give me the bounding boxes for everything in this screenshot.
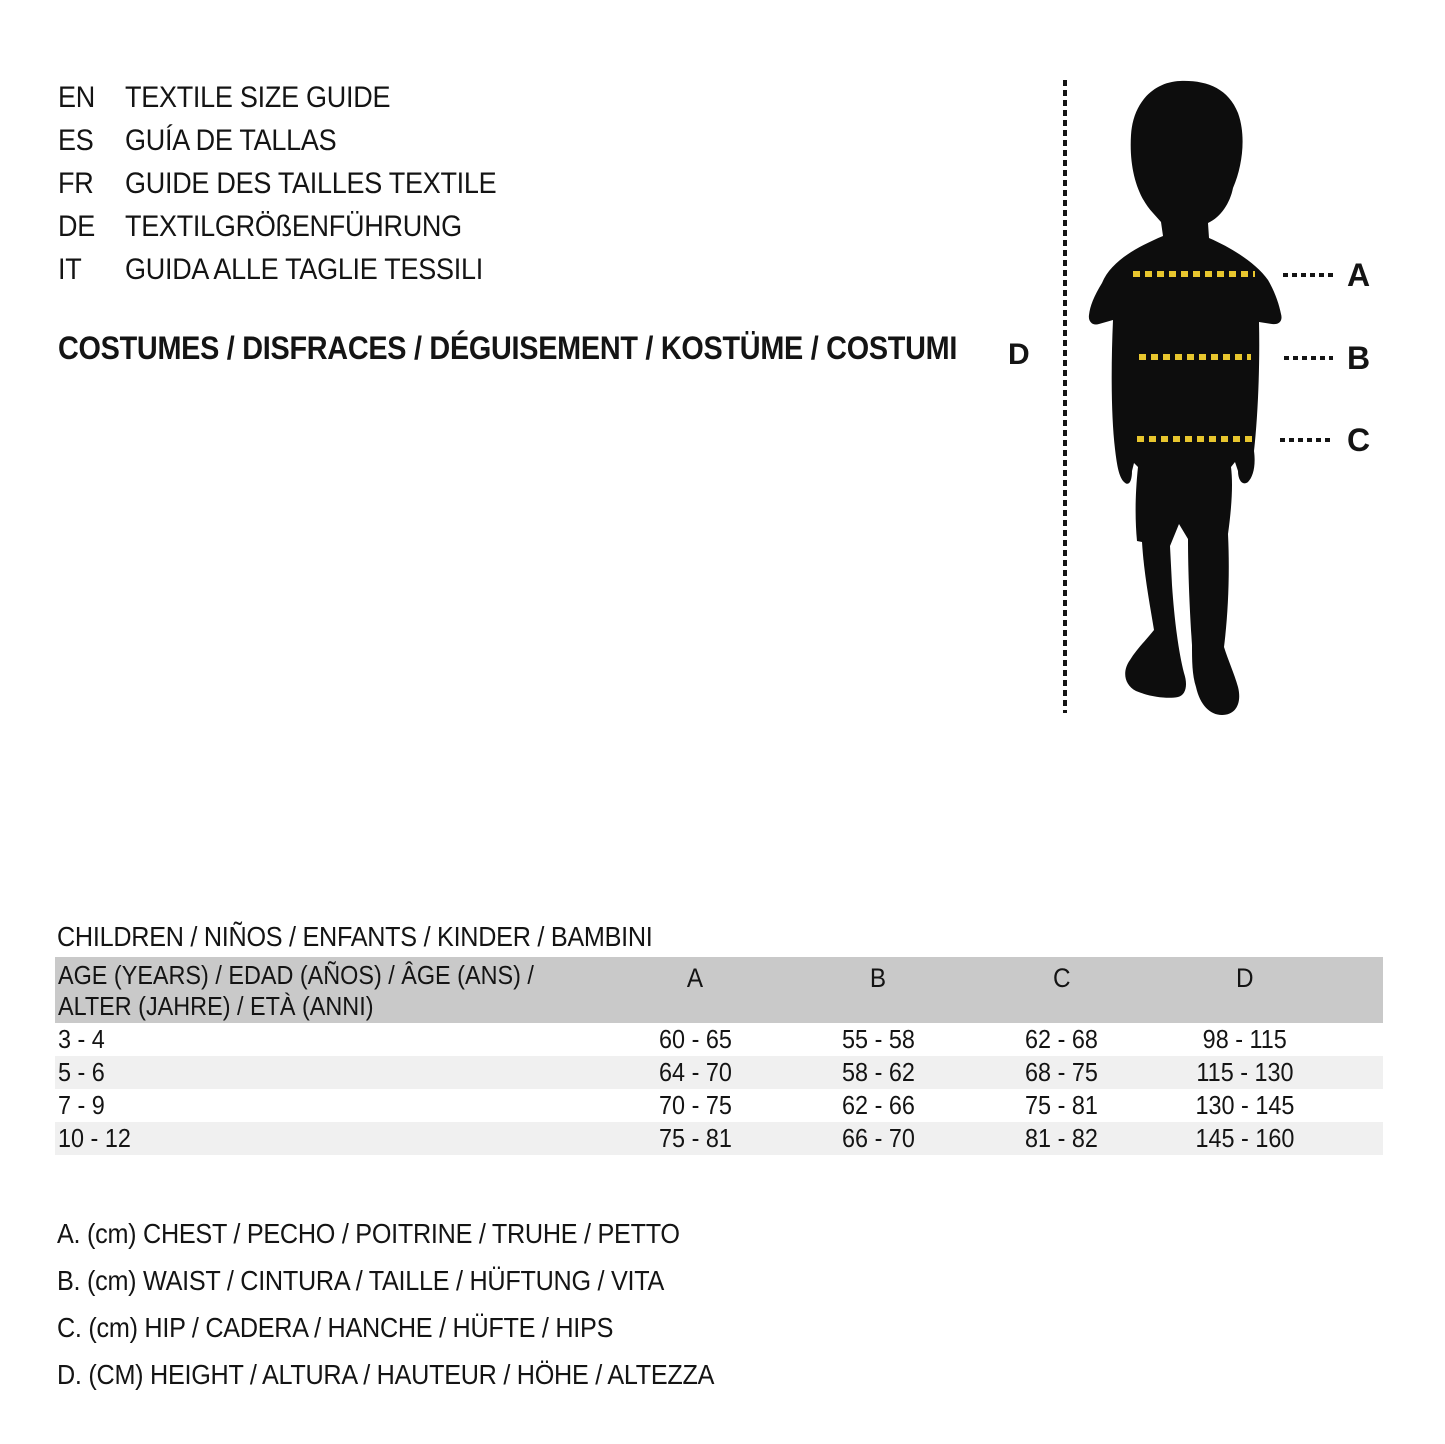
hip-cell: 68 - 75 xyxy=(1025,1057,1098,1087)
age-header-line2: ALTER (JAHRE) / ETÀ (ANNI) xyxy=(58,991,374,1021)
language-title-it: GUIDA ALLE TAGLIE TESSILI xyxy=(125,252,483,286)
language-code-de: DE xyxy=(58,209,95,243)
waist-cell: 62 - 66 xyxy=(842,1090,915,1120)
table-header-row xyxy=(55,957,1383,1023)
hip-cell: 75 - 81 xyxy=(1025,1090,1098,1120)
table-row xyxy=(55,1089,1383,1122)
column-header-b: B xyxy=(870,963,887,993)
child-silhouette xyxy=(1080,75,1292,723)
language-line-de xyxy=(58,205,538,248)
language-line-es xyxy=(58,119,538,162)
label-c-hip: C xyxy=(1347,422,1371,458)
hip-leader-dots xyxy=(1280,438,1333,442)
age-cell: 10 - 12 xyxy=(58,1123,131,1153)
language-code-it: IT xyxy=(58,252,82,286)
chest-cell: 64 - 70 xyxy=(659,1057,732,1087)
chest-measure-line xyxy=(1133,271,1255,277)
column-header-c: C xyxy=(1052,963,1071,993)
legend-height: D. (CM) HEIGHT / ALTURA / HAUTEUR / HÖHE / ALTEZZA xyxy=(57,1358,715,1390)
measurement-legend xyxy=(57,1210,787,1398)
language-line-fr xyxy=(58,162,538,205)
chest-cell: 60 - 65 xyxy=(659,1024,732,1054)
waist-measure-line xyxy=(1139,354,1251,360)
language-title-de: TEXTILGRÖßENFÜHRUNG xyxy=(125,209,462,243)
waist-leader-dots xyxy=(1284,356,1333,360)
age-cell: 3 - 4 xyxy=(58,1024,105,1054)
hip-cell: 81 - 82 xyxy=(1025,1123,1098,1153)
table-section-title: CHILDREN / NIÑOS / ENFANTS / KINDER / BAMBINI xyxy=(57,921,653,952)
language-line-it xyxy=(58,248,538,291)
height-cell: 115 - 130 xyxy=(1195,1057,1294,1087)
legend-chest: A. (cm) CHEST / PECHO / POITRINE / TRUHE / PETTO xyxy=(57,1217,680,1249)
label-d-height: D xyxy=(1008,338,1030,371)
language-title-fr: GUIDE DES TAILLES TEXTILE xyxy=(125,166,497,200)
height-cell: 145 - 160 xyxy=(1195,1123,1294,1153)
waist-cell: 55 - 58 xyxy=(842,1024,915,1054)
language-title-block xyxy=(58,76,538,291)
height-cell: 130 - 145 xyxy=(1195,1090,1294,1120)
language-title-es: GUÍA DE TALLAS xyxy=(125,123,337,157)
chest-cell: 75 - 81 xyxy=(659,1123,732,1153)
language-code-es: ES xyxy=(58,123,94,157)
age-cell: 5 - 6 xyxy=(58,1057,105,1087)
size-table xyxy=(55,957,1383,1155)
chest-cell: 70 - 75 xyxy=(659,1090,732,1120)
age-cell: 7 - 9 xyxy=(58,1090,105,1120)
height-dotted-line xyxy=(1063,80,1067,713)
waist-cell: 66 - 70 xyxy=(842,1123,915,1153)
language-title-en: TEXTILE SIZE GUIDE xyxy=(125,80,391,114)
language-code-en: EN xyxy=(58,80,95,114)
column-header-a: A xyxy=(687,963,704,993)
height-cell: 98 - 115 xyxy=(1202,1024,1287,1054)
chest-leader-dots xyxy=(1283,273,1333,277)
hip-measure-line xyxy=(1137,436,1253,442)
table-row xyxy=(55,1023,1383,1056)
table-row xyxy=(55,1056,1383,1089)
legend-hip: C. (cm) HIP / CADERA / HANCHE / HÜFTE / HIPS xyxy=(57,1311,614,1343)
language-line-en xyxy=(58,76,538,119)
column-header-d: D xyxy=(1235,963,1254,993)
waist-cell: 58 - 62 xyxy=(842,1057,915,1087)
age-header-cell xyxy=(55,957,604,1022)
hip-cell: 62 - 68 xyxy=(1025,1024,1098,1054)
language-code-fr: FR xyxy=(58,166,94,200)
table-row xyxy=(55,1122,1383,1155)
label-a-chest: A xyxy=(1347,257,1371,293)
label-b-waist: B xyxy=(1347,340,1371,376)
category-title: COSTUMES / DISFRACES / DÉGUISEMENT / KOSTÜME / COSTUMI xyxy=(58,330,958,366)
age-header-line1: AGE (YEARS) / EDAD (AÑOS) / ÂGE (ANS) / xyxy=(58,960,534,990)
legend-waist: B. (cm) WAIST / CINTURA / TAILLE / HÜFTUNG / VITA xyxy=(57,1264,665,1296)
